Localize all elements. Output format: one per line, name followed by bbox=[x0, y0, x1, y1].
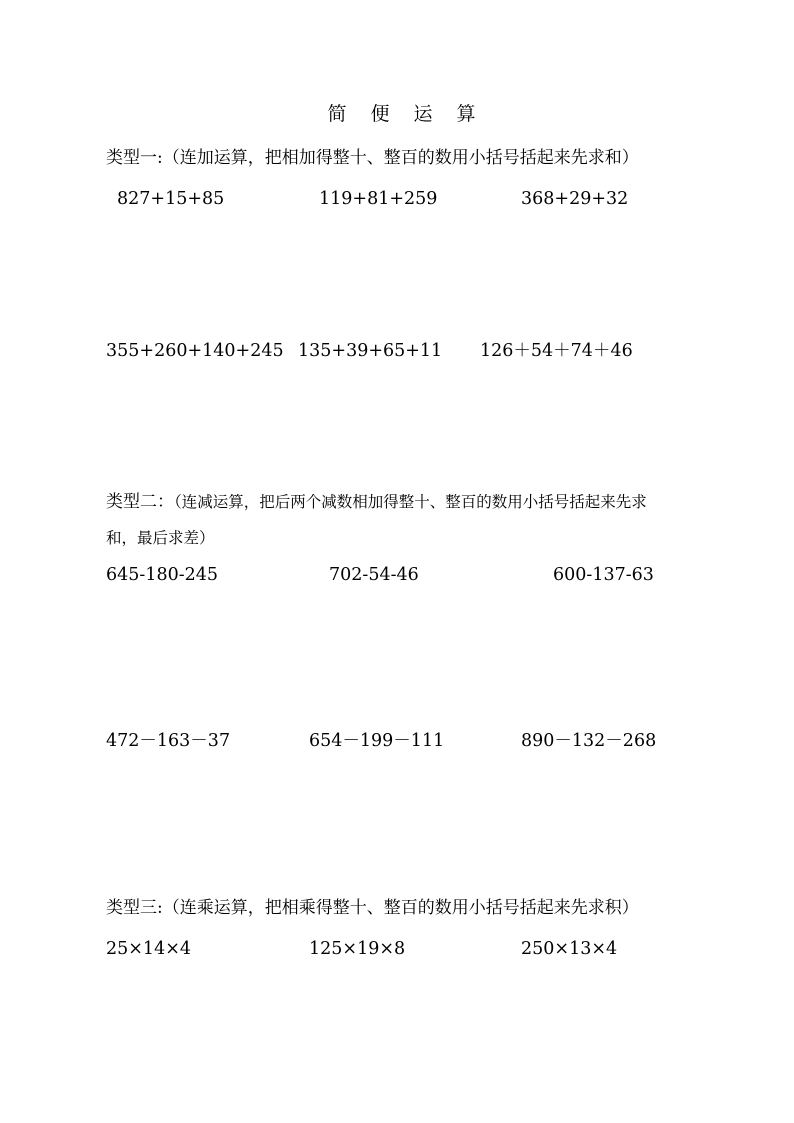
problem-3-2: 125×19×8 bbox=[309, 939, 406, 959]
problem-2-3: 600-137-63 bbox=[553, 565, 654, 585]
problem-1-4: 355+260+140+245 bbox=[106, 341, 284, 361]
problem-3-1: 25×14×4 bbox=[106, 939, 191, 959]
problem-1-3: 368+29+32 bbox=[521, 189, 629, 209]
section-2-label: 类型二： bbox=[106, 492, 174, 512]
problem-1-2: 119+81+259 bbox=[319, 189, 438, 209]
section-2-heading bbox=[106, 494, 647, 511]
section-3-heading bbox=[106, 900, 639, 917]
section-2-heading-continued bbox=[106, 530, 215, 547]
problem-1-1: 827+15+85 bbox=[117, 189, 225, 209]
problem-2-5: 654－199－111 bbox=[309, 731, 445, 751]
section-3-label: 类型三: bbox=[106, 898, 163, 918]
problem-3-3: 250×13×4 bbox=[521, 939, 618, 959]
section-3-description: （连乘运算，把相乘得整十、整百的数用小括号括起来先求积） bbox=[162, 898, 639, 918]
section-1-label: 类型一: bbox=[106, 148, 163, 168]
section-1-heading bbox=[106, 150, 639, 167]
problem-2-4: 472－163－37 bbox=[106, 731, 231, 751]
section-2-description-line2: 和，最后求差） bbox=[106, 529, 215, 547]
section-2-description-line1: （连减运算，把后两个减数相加得整十、整百的数用小括号括起来先求 bbox=[174, 493, 647, 511]
problem-2-1: 645-180-245 bbox=[106, 565, 219, 585]
problem-1-6: 126＋54＋74＋46 bbox=[480, 341, 633, 361]
problem-1-5: 135+39+65+11 bbox=[298, 341, 443, 361]
page-title: 简 便 运 算 bbox=[327, 103, 485, 125]
problem-2-2: 702-54-46 bbox=[329, 565, 419, 585]
problem-2-6: 890－132－268 bbox=[521, 731, 657, 751]
section-1-description: （连加运算，把相加得整十、整百的数用小括号括起来先求和） bbox=[162, 148, 639, 168]
